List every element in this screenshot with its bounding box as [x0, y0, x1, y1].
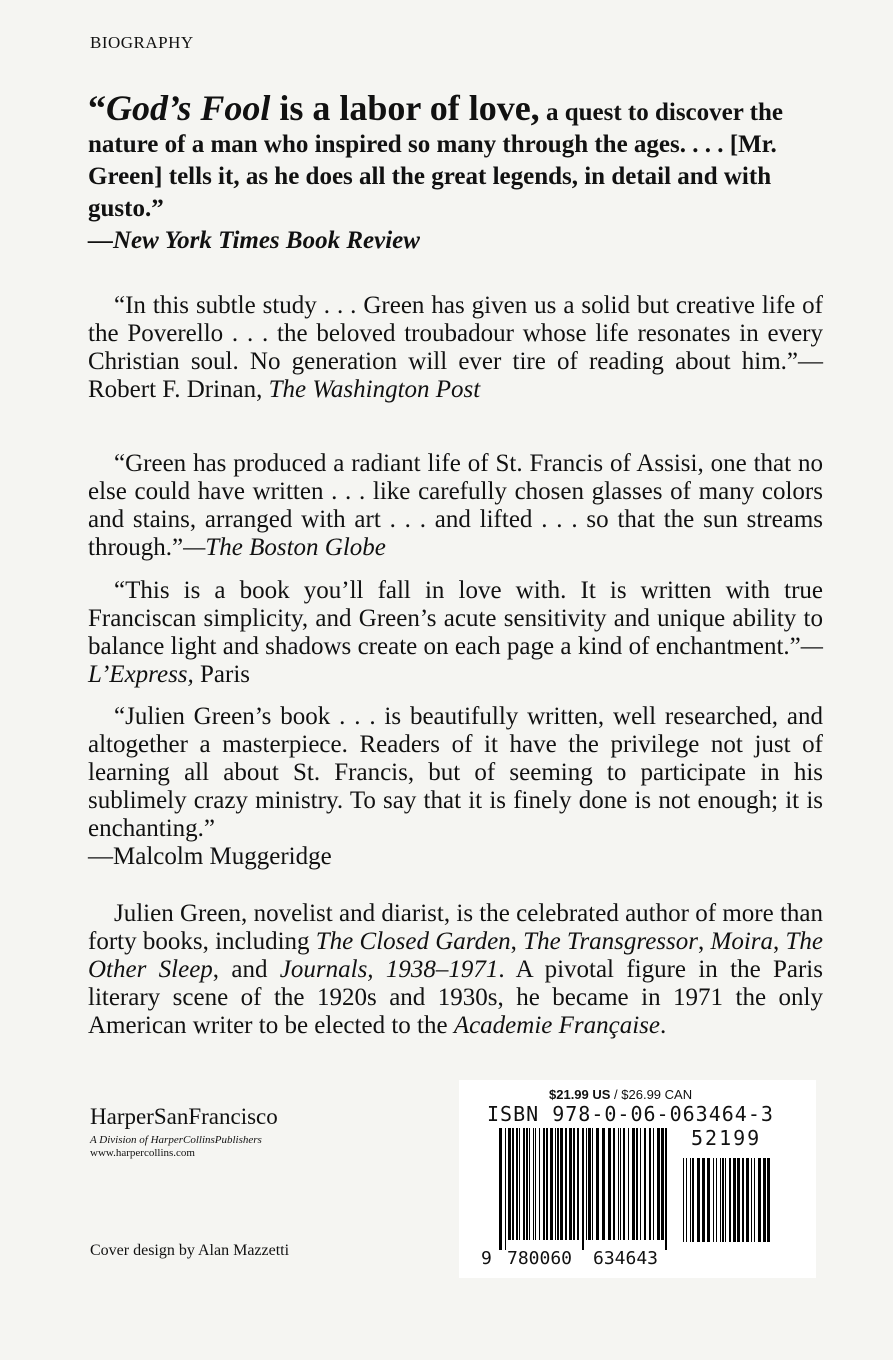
- barcode-digits-right: 634643: [593, 1248, 659, 1269]
- ean-bars: [499, 1128, 667, 1250]
- barcode-bar: [573, 1128, 575, 1240]
- barcode-bar: [661, 1128, 664, 1240]
- barcode-bar: [623, 1128, 625, 1240]
- review-quote-2-text: “Green has produced a radiant life of St. Francis of Assisi, one that no else could have written . . . like carefully chosen glasses of many colors and stains, arranged with art . . . and lifted . . . so that the sun streams through.”: [88, 450, 823, 561]
- barcode-bar: [539, 1128, 540, 1240]
- review-quote-3-tail: Paris: [193, 661, 251, 688]
- barcode-bar: [690, 1158, 691, 1242]
- category-label: BIOGRAPHY: [90, 33, 194, 52]
- barcode-digits-left: 780060: [507, 1248, 573, 1269]
- barcode-bar: [767, 1158, 770, 1242]
- barcode-panel: [459, 1080, 816, 1278]
- barcode-bar: [526, 1128, 528, 1240]
- publisher-name: HarperSanFrancisco: [90, 1104, 278, 1129]
- barcode-bar: [596, 1128, 599, 1240]
- barcode-bar: [508, 1128, 511, 1240]
- barcode-bar: [613, 1128, 615, 1240]
- bio-text-1: Julien Green, novelist and diarist, is the celebrated author of more than forty books, including: [88, 900, 823, 955]
- barcode-bar: [657, 1128, 660, 1240]
- barcode-bar: [722, 1158, 724, 1242]
- barcode-bar: [588, 1128, 591, 1240]
- lead-quote-attribution: —New York Times Book Review: [88, 227, 420, 254]
- review-quote-1: [88, 292, 823, 404]
- barcode-bar: [533, 1128, 534, 1240]
- barcode-bar: [737, 1158, 740, 1242]
- review-quote-4-attribution: —Malcolm Muggeridge: [88, 843, 332, 870]
- barcode-bar: [529, 1128, 530, 1240]
- barcode-bar: [555, 1128, 556, 1240]
- review-quote-3: [88, 577, 823, 689]
- barcode-bar: [582, 1128, 584, 1250]
- barcode-bar: [592, 1128, 593, 1240]
- barcode-bar: [586, 1128, 587, 1240]
- barcode-bar: [608, 1128, 611, 1240]
- bio-text-3: .: [660, 1012, 667, 1039]
- barcode-bar: [560, 1128, 563, 1240]
- barcode-bar: [692, 1158, 694, 1242]
- barcode-bar: [632, 1128, 635, 1240]
- review-quote-3-source: —L’Express,: [88, 633, 823, 688]
- lead-quote-text: a quest to discover the nature of a man who inspired so many through the ages. . . . [Mr. Green] tells it, as he does all the great legends, in detail and with gusto.”: [88, 99, 783, 222]
- publisher-url: www.harpercollins.com: [90, 1147, 195, 1159]
- price-us: $21.99 US: [549, 1087, 611, 1102]
- barcode-bar: [644, 1128, 646, 1240]
- review-quote-2-source: —The Boston Globe: [183, 534, 386, 561]
- cover-design-credit: Cover design by Alan Mazzetti: [90, 1242, 290, 1259]
- barcode-bar: [649, 1128, 651, 1240]
- barcode-bar: [720, 1158, 721, 1242]
- barcode-bar: [713, 1158, 714, 1242]
- barcode-bar: [725, 1158, 726, 1242]
- barcode-digit-first: 9: [481, 1248, 492, 1269]
- review-quote-2: [88, 450, 823, 562]
- barcode-bar: [628, 1128, 629, 1240]
- barcode-bar: [512, 1128, 514, 1240]
- barcode-bar: [505, 1128, 506, 1250]
- addon-number: 52199: [691, 1126, 762, 1150]
- addon-bars: [683, 1158, 770, 1242]
- barcode-bar: [729, 1158, 731, 1242]
- bio-sep-3: ,: [773, 928, 786, 955]
- review-quote-1-text: “In this subtle study . . . Green has given us a solid but creative life of the Poverello . . . the beloved troubadour whose life resonates in every Christian soul. No generation will ever tire of reading about him.”—Robert F. Drinan,: [88, 292, 823, 403]
- bio-sep-4: , and: [212, 956, 280, 983]
- lead-quote-open: “: [88, 88, 106, 128]
- barcode-bar: [751, 1158, 752, 1242]
- barcode-bar: [746, 1158, 749, 1242]
- price-label: [549, 1087, 692, 1102]
- barcode-bar: [535, 1128, 536, 1240]
- barcode-bar: [602, 1128, 605, 1240]
- bio-book-3: Moira: [710, 928, 773, 955]
- barcode-bar: [569, 1128, 572, 1240]
- barcode-bar: [557, 1128, 559, 1240]
- lead-quote: [88, 88, 823, 257]
- barcode-bar: [620, 1128, 621, 1240]
- barcode-bar: [742, 1158, 744, 1242]
- lead-quote-title: God’s Fool: [106, 88, 271, 128]
- barcode-bar: [697, 1158, 700, 1242]
- bio-book-4: The Other Sleep: [88, 928, 823, 983]
- bio-sep-2: ,: [698, 928, 711, 955]
- barcode-bar: [543, 1128, 545, 1240]
- lead-quote-emphasis: is a labor of love,: [270, 88, 540, 128]
- review-quote-4-text: “Julien Green’s book . . . is beautifully written, well researched, and altogether a masterpiece. Readers of it have the privilege not just of learning all about St. Francis, but of seeming to participate in his sublimely crazy ministry. To say that it is finely done is not enough; it is enchanting.”: [88, 703, 823, 842]
- barcode-bar: [707, 1158, 710, 1242]
- barcode-bar: [763, 1158, 766, 1242]
- barcode-bar: [618, 1128, 619, 1240]
- review-quote-3-text: “This is a book you’ll fall in love with. It is written with true Franciscan simplicity, and Green’s acute sensitivity and unique ability to balance light and shadows create on each page a kind of enchantment.”: [88, 577, 823, 660]
- barcode-bar: [733, 1158, 736, 1242]
- barcode-bar: [640, 1128, 641, 1240]
- bio-academy: Academie Française: [453, 1012, 660, 1039]
- bio-text-2: . A pivotal figure in the Paris literary scene of the 1920s and 1930s, he became in 1971 the only American writer to be elected to the: [88, 956, 823, 1039]
- barcode-bar: [577, 1128, 579, 1240]
- review-quote-1-source: The Washington Post: [268, 376, 481, 403]
- barcode-bar: [716, 1158, 717, 1242]
- barcode-bar: [754, 1158, 755, 1242]
- bio-sep-1: ,: [510, 928, 524, 955]
- isbn-label: ISBN 978-0-06-063464-3: [487, 1102, 774, 1126]
- barcode-bar: [665, 1128, 667, 1250]
- publisher-division: A Division of HarperCollinsPublishers: [90, 1134, 262, 1146]
- barcode-bar: [523, 1128, 525, 1240]
- bio-book-1: The Closed Garden: [315, 928, 511, 955]
- barcode-bar: [686, 1158, 687, 1242]
- barcode-bar: [702, 1158, 705, 1242]
- barcode-bar: [546, 1128, 548, 1240]
- bio-book-2: The Transgressor: [523, 928, 698, 955]
- barcode-bar: [550, 1128, 553, 1240]
- barcode-bar: [519, 1128, 520, 1240]
- publisher-block: [90, 1104, 278, 1159]
- barcode-bar: [516, 1128, 518, 1240]
- barcode-bar: [683, 1158, 684, 1242]
- barcode-bar: [758, 1158, 761, 1242]
- barcode-bar: [499, 1128, 502, 1250]
- price-can: / $26.99 CAN: [610, 1087, 693, 1102]
- barcode-bar: [653, 1128, 654, 1240]
- barcode-bar: [565, 1128, 567, 1240]
- bio-book-5: Journals, 1938–1971: [279, 956, 499, 983]
- barcode-bar: [636, 1128, 638, 1240]
- review-quote-4: [88, 703, 823, 871]
- author-bio: [88, 900, 823, 1040]
